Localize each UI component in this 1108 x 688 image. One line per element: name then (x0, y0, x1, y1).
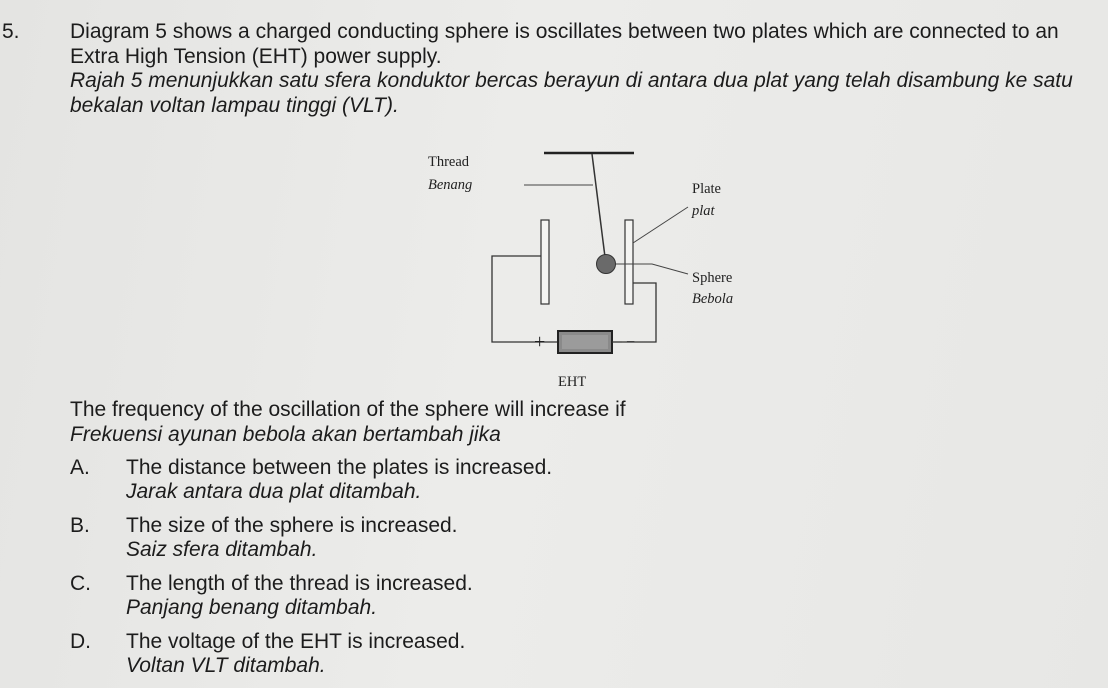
stem-english: The frequency of the oscillation of the sphere will increase if (70, 398, 626, 421)
plate-pointer (633, 207, 688, 243)
sphere-label-en: Sphere (692, 270, 733, 286)
sphere-label-ms: Bebola (692, 291, 734, 307)
thread-label-en: Thread (428, 154, 470, 170)
option-text-english: The size of the sphere is increased. (126, 514, 458, 537)
option-text-malay: Panjang benang ditambah. (126, 596, 378, 619)
option-letter: B. (70, 514, 90, 537)
eht-supply-inner (562, 335, 608, 349)
question-stem (70, 398, 626, 447)
plate-label-ms: plat (692, 203, 715, 219)
option-text-english: The voltage of the EHT is increased. (126, 630, 466, 653)
option-letter: C. (70, 572, 91, 595)
left-plate (541, 220, 549, 304)
plate-label-en: Plate (692, 181, 721, 197)
thread (592, 154, 605, 257)
thread-label-ms: Benang (428, 177, 473, 193)
option-text-malay: Saiz sfera ditambah. (126, 538, 318, 561)
option-text-english: The length of the thread is increased. (126, 572, 473, 595)
question-text-malay: Rajah 5 menunjukkan satu sfera konduktor bercas berayun di antara dua plat yang telah disambung ke satu bekalan voltan lampau tinggi (VLT). (70, 69, 1073, 117)
question-text (70, 20, 1100, 118)
question-text-english: Diagram 5 shows a charged conducting sphere is oscillates between two plates which are connected to an Extra High Tension (EHT) power supply. (70, 20, 1059, 68)
option-text-english: The distance between the plates is increased. (126, 456, 553, 479)
eht-label: EHT (558, 374, 587, 390)
diagram-5 (420, 145, 760, 395)
option-text-malay: Jarak antara dua plat ditambah. (126, 480, 422, 503)
option-letter: A. (70, 456, 90, 479)
minus-terminal: − (626, 334, 636, 351)
question-number: 5. (2, 20, 20, 43)
option-letter: D. (70, 630, 91, 653)
plus-terminal: + (534, 331, 546, 353)
stem-malay: Frekuensi ayunan bebola akan bertambah jika (70, 422, 501, 446)
sphere (597, 255, 616, 274)
option-text-malay: Voltan VLT ditambah. (126, 654, 326, 677)
right-plate (625, 220, 633, 304)
